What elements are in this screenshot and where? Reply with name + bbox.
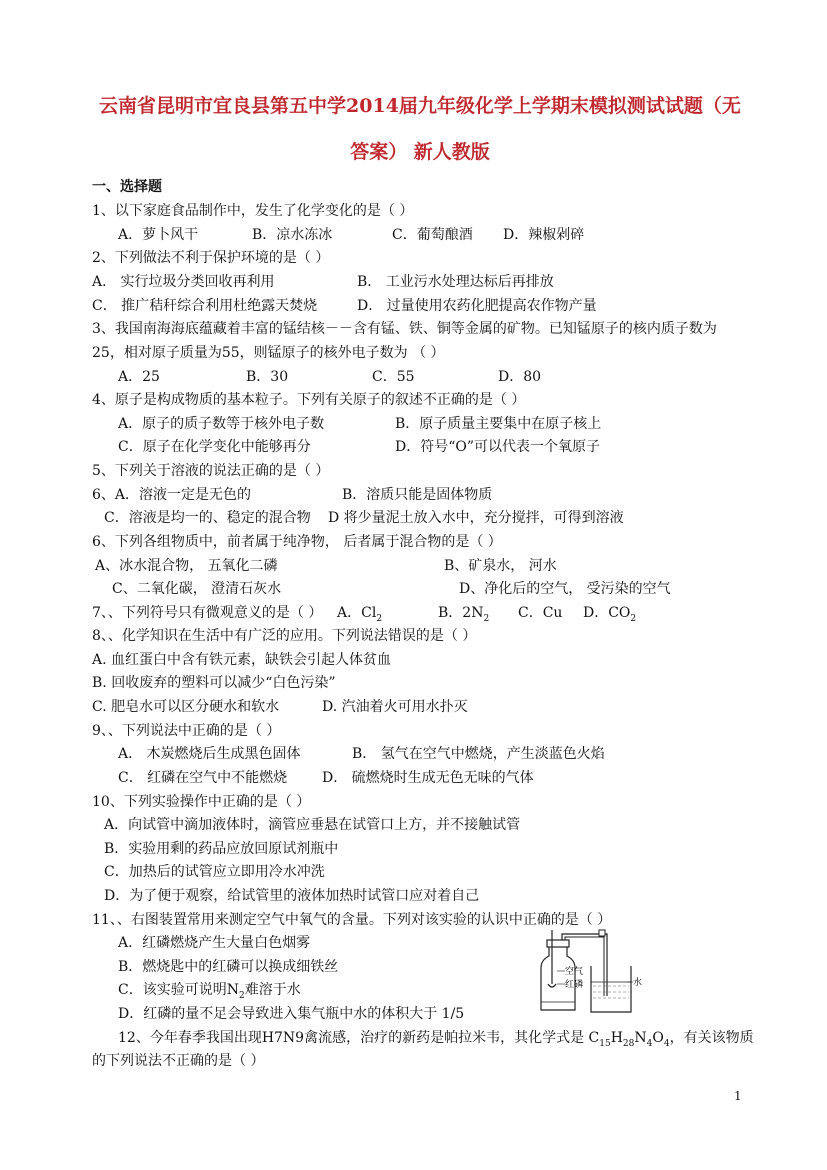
question-11-option-c: C．该实验可说明$N_2$难溶于水 [118, 982, 301, 1001]
question-6-option-b: B、矿泉水， 河水 [444, 558, 557, 574]
figure-label-air: 空气 [565, 967, 584, 977]
question-8-option-b: B. 回收废弃的塑料可以减少“白色污染” [92, 675, 336, 691]
question-10-option-b: B．实验用剩的药品应放回原试剂瓶中 [104, 841, 339, 857]
figure-label-phosphorus: 红磷 [565, 980, 584, 990]
question-9-option-b: B． 氢气在空气中燃烧，产生淡蓝色火焰 [352, 746, 605, 762]
question-9-stem: 9、、下列说法中正确的是（ ） [92, 723, 281, 739]
section-heading: 一、选择题 [92, 179, 162, 195]
question-7-stem: 7、、下列符号只有微观意义的是（ ） [92, 605, 323, 621]
question-7-option-c: C．Cu [518, 605, 563, 621]
question-9-option-c: C． 红磷在空气中不能燃烧 [118, 770, 288, 786]
question-4-option-b: B．原子质量主要集中在原子核上 [395, 416, 602, 432]
question-4-option-d: D．符号“O”可以代表一个氧原子 [395, 439, 601, 455]
question-11-option-a: A．红磷燃烧产生大量白色烟雾 [118, 935, 311, 951]
question-10-stem: 10、下列实验操作中正确的是（ ） [92, 794, 311, 810]
question-3-line1: 3、我国南海海底蕴藏着丰富的锰结核－－含有锰、铁、铜等金属的矿物。已知锰原子的核内质子数为 [92, 321, 717, 337]
page-number: 1 [734, 1089, 742, 1103]
question-9-option-a: A． 木炭燃烧后生成黑色固体 [118, 746, 301, 762]
question-8-option-d: D. 汽油着火可用水扑灭 [322, 699, 468, 715]
question-11-stem: 11、、右图装置常用来测定空气中氧气的含量。下列对该实验的认识中正确的是（ ） [92, 912, 612, 928]
question-7-option-a: A．$Cl_2$ [337, 605, 383, 624]
question-3-line2: 25，相对原子质量为55，则锰原子的核外电子数为 （ ） [92, 345, 445, 361]
question-3-option-c: C．55 [372, 369, 415, 385]
question-5-option-b: B．溶质只能是固体物质 [342, 487, 493, 503]
question-1-stem: 1、以下家庭食品制作中，发生了化学变化的是（ ） [92, 203, 414, 219]
question-6-option-d: D、净化后的空气， 受污染的空气 [459, 581, 671, 597]
question-8-option-c: C. 肥皂水可以区分硬水和软水 [92, 699, 280, 715]
question-2-option-c: C． 推广秸秆综合利用杜绝露天焚烧 [92, 298, 318, 314]
question-12-line1: 12、今年春季我国出现H7N9禽流感，治疗的新药是帕拉米韦，其化学式是 $C_{15}H_{28}N_4O_4$，有关该物质 [118, 1030, 754, 1049]
document-title-line2: 答案） 新人教版 [350, 141, 490, 163]
question-10-option-d: D．为了便于观察，给试管里的液体加热时试管口应对着自己 [104, 888, 480, 904]
apparatus-figure [535, 926, 645, 1016]
question-9-option-d: D． 硫燃烧时生成无色无味的气体 [322, 770, 534, 786]
figure-label-water: 水 [633, 978, 643, 988]
question-6-stem: 6、下列各组物质中，前者属于纯净物， 后者属于混合物的是（ ） [92, 534, 502, 550]
question-2-option-d: D． 过量使用农药化肥提高农作物产量 [357, 298, 597, 314]
question-4-option-a: A．原子的质子数等于核外电子数 [118, 416, 325, 432]
question-11-option-d: D．红磷的量不足会导致进入集气瓶中水的体积大于 1/5 [118, 1006, 465, 1022]
question-10-option-c: C．加热后的试管应立即用冷水冲洗 [104, 864, 325, 880]
question-5-option-c: C．溶液是均一的、稳定的混合物 [104, 510, 311, 526]
question-2-option-b: B． 工业污水处理达标后再排放 [357, 274, 554, 290]
question-3-option-b: B．30 [246, 369, 289, 385]
question-11-option-b: B．燃烧匙中的红磷可以换成细铁丝 [118, 959, 339, 975]
question-4-option-c: C．原子在化学变化中能够再分 [118, 439, 311, 455]
question-5-option-a: 6、A．溶液一定是无色的 [92, 487, 252, 503]
question-12-line2: 的下列说法不正确的是（ ） [92, 1053, 265, 1069]
question-5-option-d: D 将少量泥土放入水中，充分搅拌，可得到溶液 [328, 510, 624, 526]
question-8-option-a: A. 血红蛋白中含有铁元素，缺铁会引起人体贫血 [92, 652, 392, 668]
question-1-option-b: B．凉水冻冰 [252, 227, 333, 243]
question-2-stem: 2、下列做法不利于保护环境的是（ ） [92, 250, 330, 266]
question-6-option-a: A、冰水混合物， 五氧化二磷 [95, 558, 278, 574]
question-1-option-c: C．葡萄酿酒 [392, 227, 473, 243]
question-5-stem: 5、下列关于溶液的说法正确的是（ ） [92, 463, 330, 479]
question-2-option-a: A． 实行垃圾分类回收再利用 [92, 274, 275, 290]
question-7-option-b: B．$2N_2$ [438, 605, 490, 624]
question-1-option-a: A．萝卜风干 [118, 227, 199, 243]
question-8-stem: 8、、化学知识在生活中有广泛的应用。下列说法错误的是（ ） [92, 628, 477, 644]
question-3-option-d: D．80 [498, 369, 542, 385]
question-7-option-d: D．$CO_2$ [583, 605, 637, 624]
question-1-option-d: D．辣椒剁碎 [503, 227, 585, 243]
question-6-option-c: C、二氧化碳， 澄清石灰水 [112, 581, 282, 597]
document-title-line1: 云南省昆明市宜良县第五中学2014届九年级化学上学期末模拟测试试题（无 [99, 95, 741, 117]
question-10-option-a: A．向试管中滴加液体时，滴管应垂悬在试管口上方，并不接触试管 [104, 817, 521, 833]
question-3-option-a: A．25 [118, 369, 160, 385]
question-4-stem: 4、原子是构成物质的基本粒子。下列有关原子的叙述不正确的是（ ） [92, 392, 526, 408]
